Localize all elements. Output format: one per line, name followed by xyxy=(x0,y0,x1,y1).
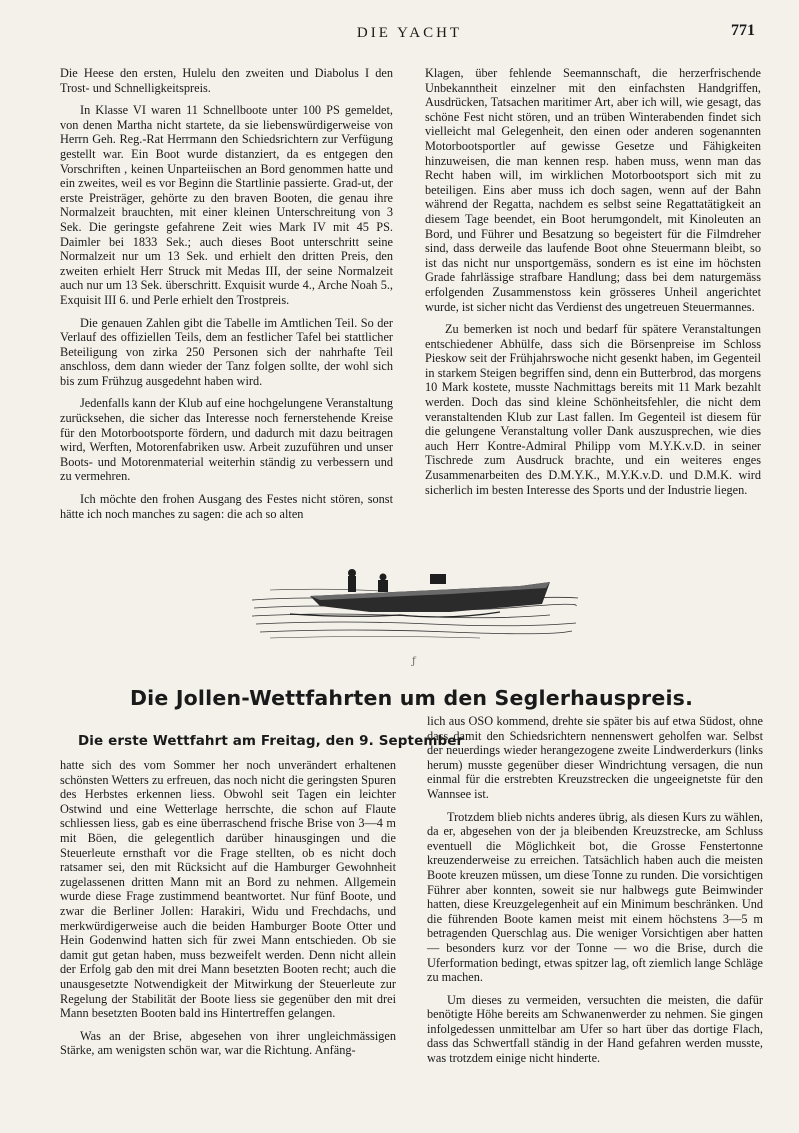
paragraph: Zu bemerken ist noch und bedarf für spätere Veranstaltungen entschiedener Abhülfe, dass sich die Börsenpreise im Schloss Pieskow seit der Frühjahrswoche nicht gesenkt haben, im Gegenteil in starkem Steigen begriffen sind, denn ein Butterbrod, das morgens 10 Mark kostete, musste Nachmittags bereits mit 11 Mark bezahlt werden. Doch das sind kleine Schönheitsfehler, die nicht dem veranstaltenden Klub zur Last fallen. Im Gegenteil ist diesem für die gelungene Veranstaltung voller Dank auszusprechen, wie dies auch Herr Kontre-Admiral Philipp vom M.Y.K.v.D. in seiner Tischrede zum Ausdruck brachte, und ein weiteres enges Zusammenarbeiten des D.M.Y.K., M.Y.K.v.D. und D.M.K. wird sicherlich im besten Interesse des Sports und der Industrie liegen. xyxy=(425,322,761,497)
boat-hull xyxy=(290,582,550,617)
left-bottom-column xyxy=(60,758,396,1066)
right-bottom-column xyxy=(427,714,763,1074)
section-heading: Die erste Wettfahrt am Freitag, den 9. September xyxy=(78,733,464,749)
left-top-column xyxy=(60,66,393,529)
boat-crew xyxy=(348,569,446,592)
paragraph: Die genauen Zahlen gibt die Tabelle im Amtlichen Teil. So der Verlauf des offiziellen Teils, dem an festlicher Tafel bei stattlicher Beteiligung von zirka 250 Personen sich der nahrhafte Teil anschloss, dem dann wieder der Tanz folgen sollte, der wohl sich bis zum Frühzug ausgedehnt haben wird. xyxy=(60,315,393,388)
paragraph: Klagen, über fehlende Seemannschaft, die herzerfrischende Unbekanntheit einzelner mit den einfachsten Handgriffen, Ausdrücken, Tatsachen maritimer Art, aber ich will, wie gesagt, das schöne Fest nicht stören, und an trüben Winterabenden findet sich vielleicht mal Gelegenheit, den einen oder anderen sogenannten Motorbootsportler auf gewisse Gesetze und Fähigkeiten hinzuweisen, die man kennen resp. haben muss, wenn man das Recht haben will, im wirklichen Motorbootsport sich mit zu beteiligen. Eins aber muss ich doch sagen, wenn auf der Bahn während der Regatta, nachdem es selbst seine Regattatätigkeit an diesem Tage beendet, ein Boot herumgondelt, mit Kinoleuten an Bord, und Führer und Besatzung so begeistert für die Filmdreher sind, dass derweile das laufende Boot ohne Steuermann bleibt, so ist das nicht nur unsportgemäss, sondern es ist eine im höchsten Grade fahrlässige strafbare Handlung; dass bei dem naturgemäss erfolgenden Zusammenstoss kein grösseres Unheil angerichtet wurde, ist sicher nicht das Verdienst des ungetreuen Steuermannes. xyxy=(425,66,761,314)
paragraph: hatte sich des vom Sommer her noch unverändert erhaltenen schönsten Wetters zu erfreuen, das noch nicht die geringsten Spuren des Herbstes erkennen liess. Obwohl seit Tagen ein leichter Ostwind und eine Wetterlage herrschte, die schon auf Flaute schliessen liess, gab es eine überraschend frische Brise von 3—4 m mit Böen, die gelegentlich darüber hinausgingen und die Steuerleute ernsthaft vor die Frage stellten, ob es nicht doch ratsamer sei, den mit Rücksicht auf die Hamburger Gewohnheit zugelassenen dritten Mann mit an Bord zu nehmen. Allgemein wurde diese Frage zustimmend beantwortet. Nur fünf Boote, und zwar die Berliner Jollen: Harakiri, Widu und Frechdachs, und merkwürdigerweise auch die beiden Hamburger Boote Otter und Hein Godenwind hatten sich für zwei Mann entschieden. Ob sie damit gut getan haben, muss bezweifelt werden. Denn nicht allein der Erfolg gab den mit drei Mann besetzten Booten recht; auch die unausgesetzte Notwendigkeit der Mitwirkung der Steuerleute zur Regelung der Stabilität der Boote liess sie gegenüber den mit drei Mann besetzten Booten bald ins Hintertreffen gelangen. xyxy=(60,758,396,1021)
page-number: 771 xyxy=(731,22,755,39)
paragraph: Ich möchte den frohen Ausgang des Festes nicht stören, sonst hätte ich noch manches zu sagen: die ach so alten xyxy=(60,492,393,521)
print-mark: ƒ xyxy=(412,656,416,667)
right-top-column xyxy=(425,66,761,505)
paragraph: Die Heese den ersten, Hulelu den zweiten und Diabolus I den Trost- und Schnelligkeitspreis. xyxy=(60,66,393,95)
paragraph: Trotzdem blieb nichts anderes übrig, als diesen Kurs zu wählen, da er, abgesehen von der ja bleibenden Kreuzstrecke, am Schluss eventuell die Möglichkeit bot, die Grosse Fenstertonne kreuzenderweise zu erreichen. Tatsächlich haben auch die meisten Boote kreuzen müssen, um diese Tonne zu runden. Die vorsichtigen Führer aber konnten, soweit sie nur halbwegs gute Beimwinder hatten, diese Kreuzgelegenheit auf ein Minimum beschränken. Und die führenden Boote kamen meist mit einem höchstens 3—5 m betragenden Querschlag aus. Die weniger Vorsichtigen aber hatten — besonders kurz vor der Tonne — wo die Brise, durch die Uferformation bedingt, etwas spitzer lag, oft ziemlich lange Schläge zu machen. xyxy=(427,809,763,985)
paragraph: In Klasse VI waren 11 Schnellboote unter 100 PS gemeldet, von denen Martha nicht startete, da sie liebenswürdigerweise von Herrn Geh. Reg.-Rat Herrmann den Schiedsrichtern zur Verfügung gestellt war. Ein Boot wurde distanziert, da es entgegen den Vorschriften , keinen Unparteiischen an Bord genommen hatte und ein zweites, weil es vor Beginn die Startlinie passierte. Grad-ut, der erste Preisträger, gehörte zu den braven Booten, die genau ihre Normalzeit brauchten, mit einer kleinen Unterschreitung von 3 Sek. Die geringste gefahrene Zeit wies Mark IV mit 45 PS. Daimler bei 1833 Sek.; auch dieses Boot unterschritt seine Normalzeit nur um 13 Sek. und erhielt den dritten Preis, den zweiten erhielt Herr Struck mit Medas III, der seine Normalzeit auch nur um 13 Sek. überschritt. Exquisit wurde 4., Arche Noah 5., Exquisit III 6. und Perle erhielt den Trostpreis. xyxy=(60,103,393,307)
article-title: Die Jollen-Wettfahrten um den Seglerhauspreis. xyxy=(129,686,694,710)
motorboat-illustration xyxy=(250,560,580,640)
paragraph: Um dieses zu vermeiden, versuchten die meisten, die dafür benötigte Höhe bereits am Schwanenwerder zu nehmen. Sie gingen infolgedessen unmittelbar am Ufer so hart über das dortige Flach, dass das Schwertfall ständig in der Hand gefahren werden musste, was trotzdem einige nicht hinderte. xyxy=(427,992,763,1066)
paragraph: lich aus OSO kommend, drehte sie später bis auf etwa Südost, ohne dass damit den Schiedsrichtern nennenswert geholfen war. Selbst der neuerdings wieder herangezogene zweite Lindwerderkurs (links herum) musste gegenüber dieser Windrichtung versagen, die nun einmal für die erstrebten Kreuzstrecken die ungeeignetste für den Wannsee ist. xyxy=(427,714,763,801)
page-header xyxy=(60,22,759,44)
paragraph: Was an der Brise, abgesehen von ihrer ungleichmässigen Stärke, am wenigsten schön war, war die Richtung. Anfäng- xyxy=(60,1028,396,1058)
paragraph: Jedenfalls kann der Klub auf eine hochgelungene Veranstaltung zurücksehen, die sicher das Interesse noch fernerstehende Kreise für den Motorbootsporte fördern, und dadurch mit dazu beitragen wird, Werften, Motorenfabriken usw. Arbeit zuzuführen und unser Boots- und Motorenmaterial weiterhin ständig zu verbessern und zu vermehren. xyxy=(60,396,393,484)
running-title: DIE YACHT xyxy=(356,25,463,41)
